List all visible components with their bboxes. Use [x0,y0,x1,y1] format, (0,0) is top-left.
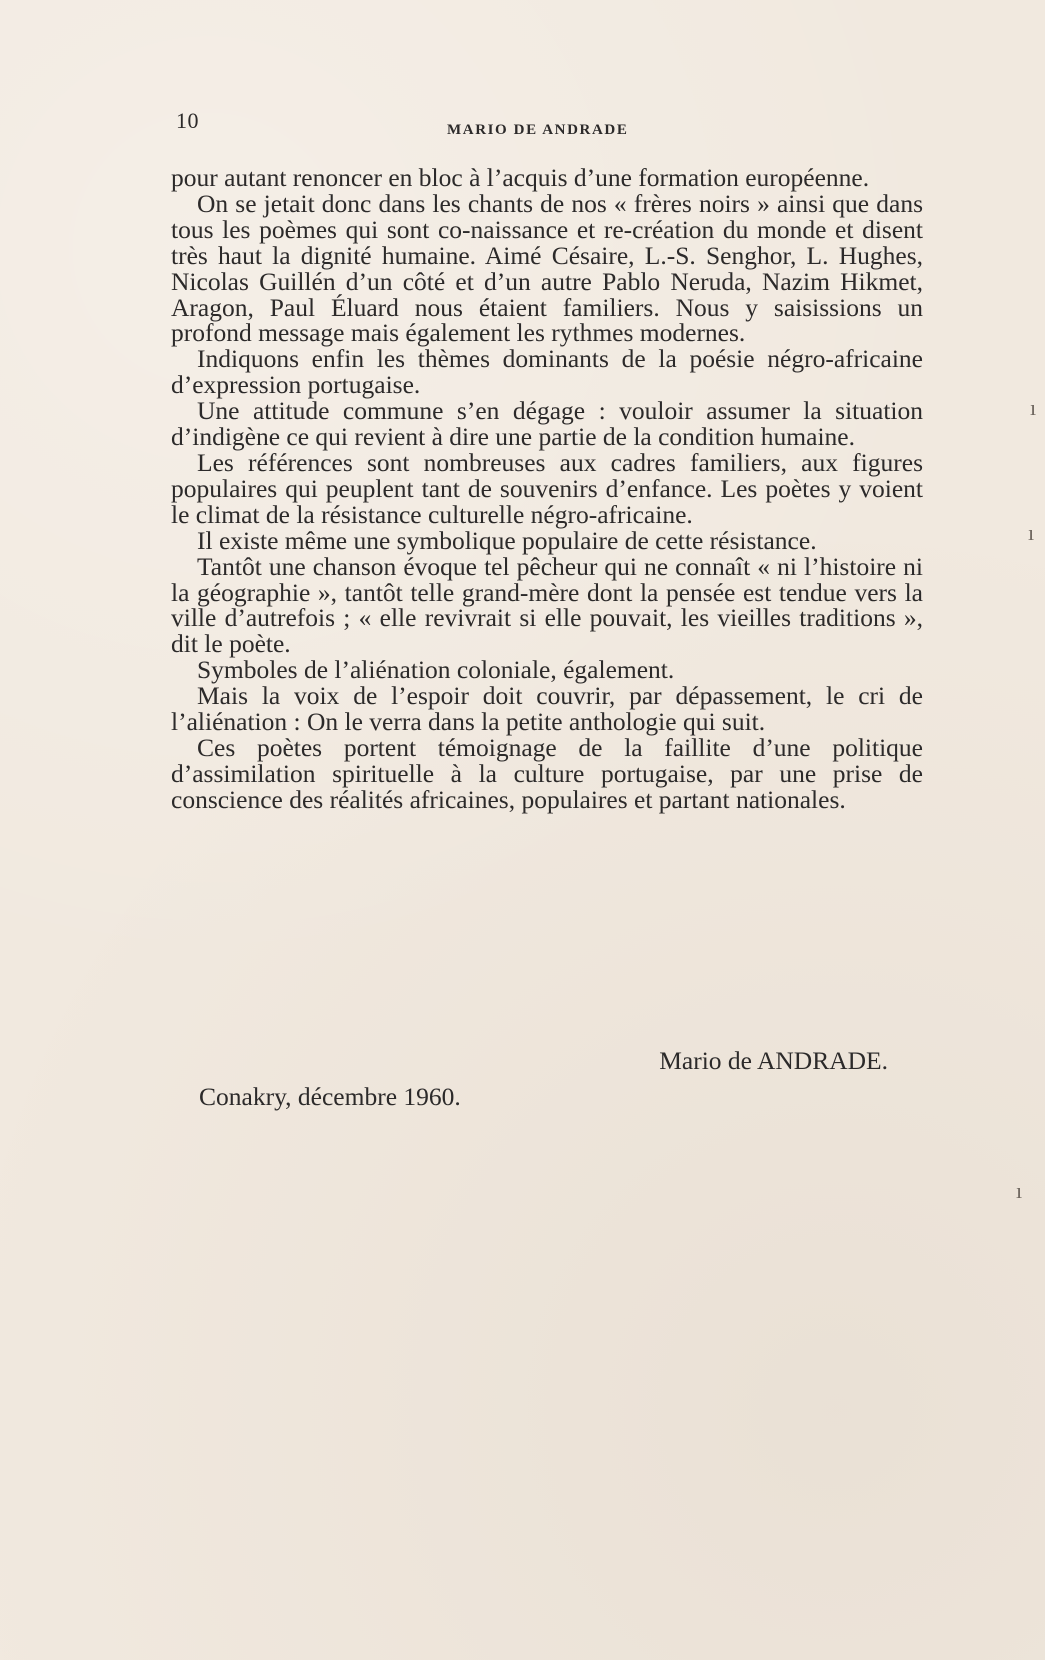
paragraph-6: Il existe même une symbolique populaire de cette résistance. [197,525,817,555]
paragraph-9: Mais la voix de l’espoir doit couvrir, par dépassement, le cri de l’aliénation : On le verra dans la petite anthologie qui suit. [171,681,923,737]
author-signature: Mario de ANDRADE. [659,1046,888,1075]
running-head: MARIO DE ANDRADE [447,122,629,138]
margin-mark: ı [1030,395,1037,420]
paragraph-8: Symboles de l’aliénation coloniale, également. [197,655,675,685]
paragraph-2: On se jetait donc dans les chants de nos « frères noirs » ainsi que dans tous les poèmes qui sont co-naissance et re-création du monde et disent très haut la dignité humaine. Aimé Césaire, L.-S. Senghor, L. Hughes, Nicolas Guillén d’un côté et d’un autre Pablo Neruda, Nazim Hikmet, Aragon, Paul Éluard nous étaient familiers. Nous y saisissions un profond message mais également les rythmes modernes. [171,188,923,348]
body-text [171,165,923,813]
paragraph-7: Tantôt une chanson évoque tel pêcheur qui ne connaît « ni l’histoire ni la géographie », tantôt telle grand-mère dont la pensée est tendue vers la ville d’autrefois ; « elle revivrait si elle pouvait, les vieilles traditions », dit le poète. [171,551,923,659]
paragraph-4: Une attitude commune s’en dégage : vouloir assumer la situation d’indigène ce qui revient à dire une partie de la condition humaine. [171,396,923,452]
paragraph-1: pour autant renoncer en bloc à l’acquis d’une formation européenne. [171,163,870,192]
place-date-line: Conakry, décembre 1960. [199,1082,461,1111]
margin-mark: ı [1016,1178,1023,1203]
paragraph-10: Ces poètes portent témoignage de la faillite d’une politique d’assimilation spirituelle à la culture portugaise, par une prise de conscience des réalités africaines, populaires et partant nationales. [171,732,923,814]
margin-mark: ı [1028,520,1035,545]
page-number: 10 [176,108,199,133]
paragraph-3: Indiquons enfin les thèmes dominants de la poésie négro-africaine d’expression portugaise. [171,344,923,400]
paragraph-5: Les références sont nombreuses aux cadres familiers, aux figures populaires qui peuplent tant de souvenirs d’enfance. Les poètes y voient le climat de la résistance culturelle négro-africaine. [171,447,923,529]
